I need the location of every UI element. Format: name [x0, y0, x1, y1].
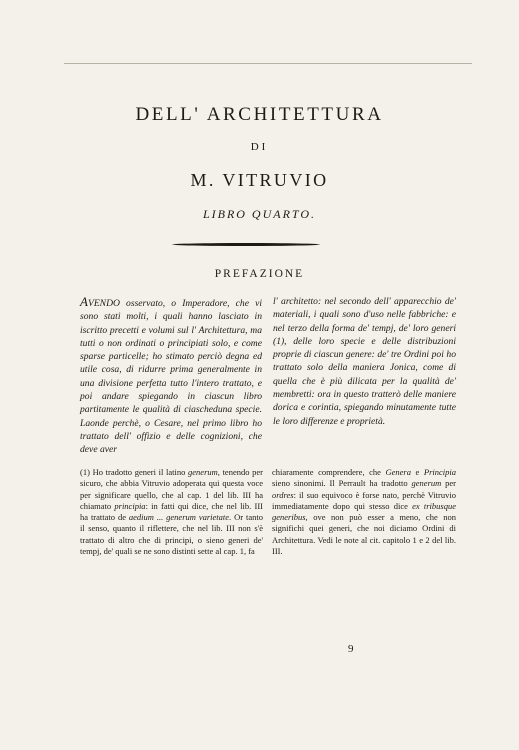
body-text-left: VENDO osservato, o Imperadore, che vi sono stati molti, i quali hanno lasciato in iscritto precetti e volumi sul l' Architettura, ma tutti o non ordinati o principiati solo, e come sparse particelle; ho stimato perciò degna ed utile cosa, di ridurre prima generalmente in una divisione perfetta tutto l'intero trattato, e poi andare spiegando in ciascun libro partitamente le qualità di ciascheduna specie. Laonde perchè, o Cesare, nel primo libro ho trattato dell' offizio e delle cognizioni, che deve aver: [80, 298, 262, 456]
top-border-line: [64, 63, 472, 64]
author-name: M. VITRUVIO: [190, 170, 329, 190]
body-column-right: l' architetto: nel secondo dell' apparecchio de' materiali, i quali sono d'uso nelle fabbriche: e nel terzo della forma de' tempj, de' loro generi (1), delle loro specie e delle distribuzioni proprie di ciascun genere: de' tre Ordini poi ho trattato solo della maniera Jonica, come di quella che è più dilicata per la qualità de' membretti: ora in questo tratterò delle maniere dorica e corintia, spiegando minutamente tutte le loro differenze e proprietà.: [273, 296, 456, 427]
ornamental-rule: [172, 243, 320, 246]
body-column-left: [80, 295, 262, 457]
page-number: 9: [348, 643, 354, 655]
book-number: LIBRO QUARTO.: [202, 207, 317, 221]
section-heading: PREFAZIONE: [214, 268, 305, 280]
book-title: DELL' ARCHITETTURA: [135, 104, 384, 125]
title-preposition: DI: [250, 141, 269, 153]
drop-capital: A: [80, 294, 88, 309]
footnote-column-left: (1) Ho tradotto generi il latino generum, tenendo per sicuro, che abbia Vitruvio adoperata qui questa voce per significare quello, che al cap. 1 del lib. III ha chiamato principia: in fatti qui dice, che nel lib. III ha trattato de aedium ... generum varietate. Or tanto il senso, quanto il riflettere, che nel lib. III non s'è trattato di altro che di principi, o sieno generi de' tempj, de' quali se ne sono distinti sette al cap. 1, fa: [80, 467, 263, 557]
footnote-column-right: chiaramente comprendere, che Genera e Principia sieno sinonimi. Il Perrault ha tradotto generum per ordres: il suo equivoco è forse nato, perchè Vitruvio immediatamente dopo qui stesso dice ex tribusque generibus, ove non può esser a meno, che non significhi quei generi, che noi diciamo Ordini di Architettura. Vedi le note al cit. capitolo 1 e 2 del lib. III.: [272, 467, 456, 557]
